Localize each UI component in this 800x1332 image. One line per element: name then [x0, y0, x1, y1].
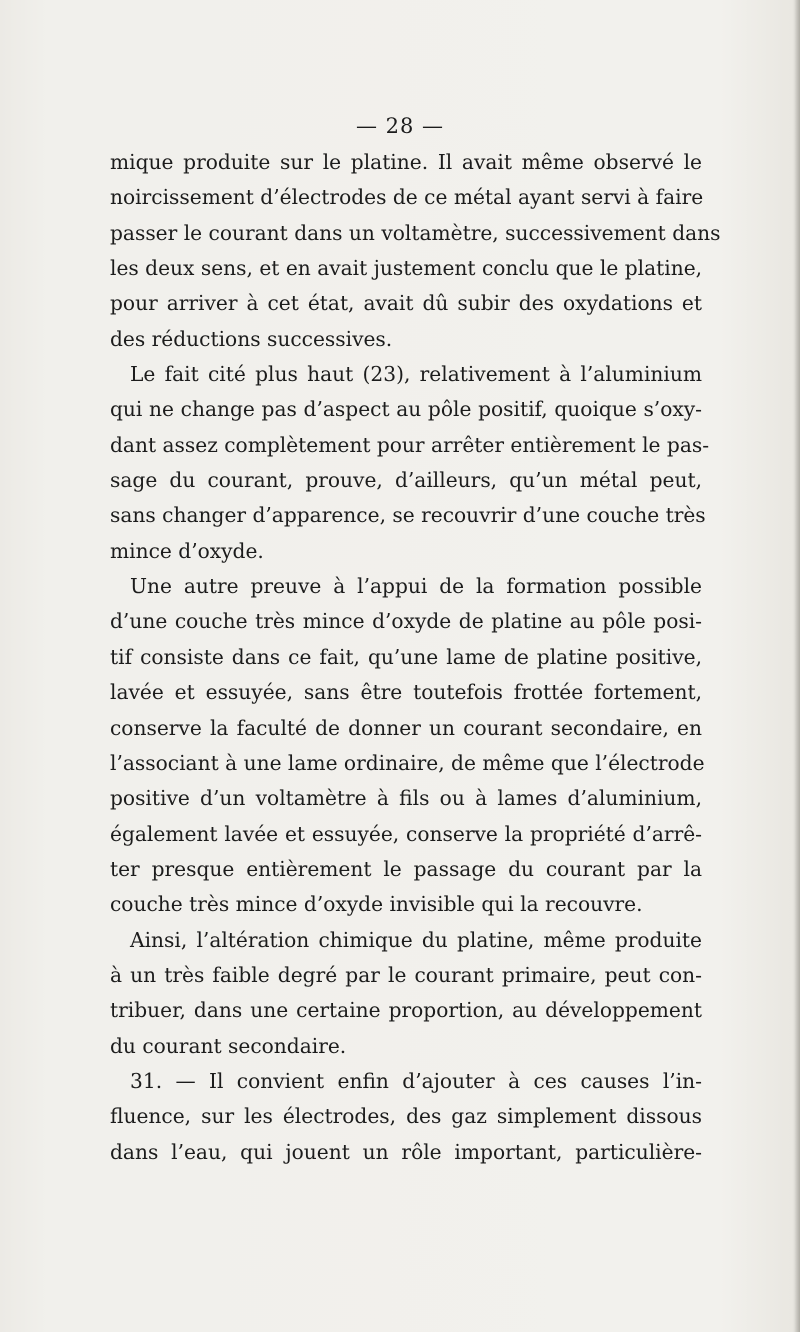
text-line: couche très mince d’oxyde invisible qui la recouvre. [110, 892, 643, 917]
text-line: mince d’oxyde. [110, 538, 264, 563]
text-line: également lavée et essuyée, conserve la propriété d’arrê- [110, 821, 702, 846]
text-line: fluence, sur les électrodes, des gaz simplement dissous [110, 1104, 702, 1129]
text-line: tribuer, dans une certaine proportion, au développement [110, 998, 702, 1023]
text-line: des réductions successives. [110, 326, 393, 351]
body-text [110, 145, 721, 1170]
text-line: l’associant à une lame ordinaire, de même que l’électrode [110, 750, 705, 775]
page-number: — 28 — [355, 114, 445, 138]
text-line: positive d’un voltamètre à fils ou à lames d’aluminium, [110, 786, 702, 811]
text-line: qui ne change pas d’aspect au pôle positif, quoique s’oxy- [110, 397, 702, 422]
text-line: dant assez complètement pour arrêter entièrement le pas- [110, 432, 710, 457]
text-line: Le fait cité plus haut (23), relativement à l’aluminium [130, 362, 702, 387]
text-line: pour arriver à cet état, avait dû subir des oxydations et [110, 291, 702, 316]
text-line: tif consiste dans ce fait, qu’une lame de platine positive, [110, 644, 702, 669]
text-line: les deux sens, et en avait justement conclu que le platine, [110, 256, 703, 281]
text-line: Une autre preuve à l’appui de la formation possible [130, 574, 702, 599]
text-line: noircissement d’électrodes de ce métal ayant servi à faire [110, 185, 704, 210]
text-line: ter presque entièrement le passage du courant par la [110, 856, 702, 881]
text-line: d’une couche très mince d’oxyde de platine au pôle posi- [110, 609, 702, 634]
text-line: passer le courant dans un voltamètre, successivement dans [110, 220, 721, 245]
page-edge-shadow [794, 0, 800, 1332]
text-line: lavée et essuyée, sans être toutefois frottée fortement, [110, 680, 702, 705]
text-line: mique produite sur le platine. Il avait même observé le [110, 150, 702, 174]
text-line: du courant secondaire. [110, 1033, 347, 1058]
text-line: 31. — Il convient enfin d’ajouter à ces causes l’in- [130, 1068, 702, 1093]
text-line: sage du courant, prouve, d’ailleurs, qu’un métal peut, [110, 468, 702, 493]
text-line: conserve la faculté de donner un courant secondaire, en [110, 715, 702, 740]
text-line: dans l’eau, qui jouent un rôle important, particulière- [110, 1139, 702, 1164]
text-line: sans changer d’apparence, se recouvrir d’une couche très [110, 503, 706, 528]
text-line: Ainsi, l’altération chimique du platine, même produite [130, 927, 702, 952]
text-line: à un très faible degré par le courant primaire, peut con- [110, 962, 702, 987]
